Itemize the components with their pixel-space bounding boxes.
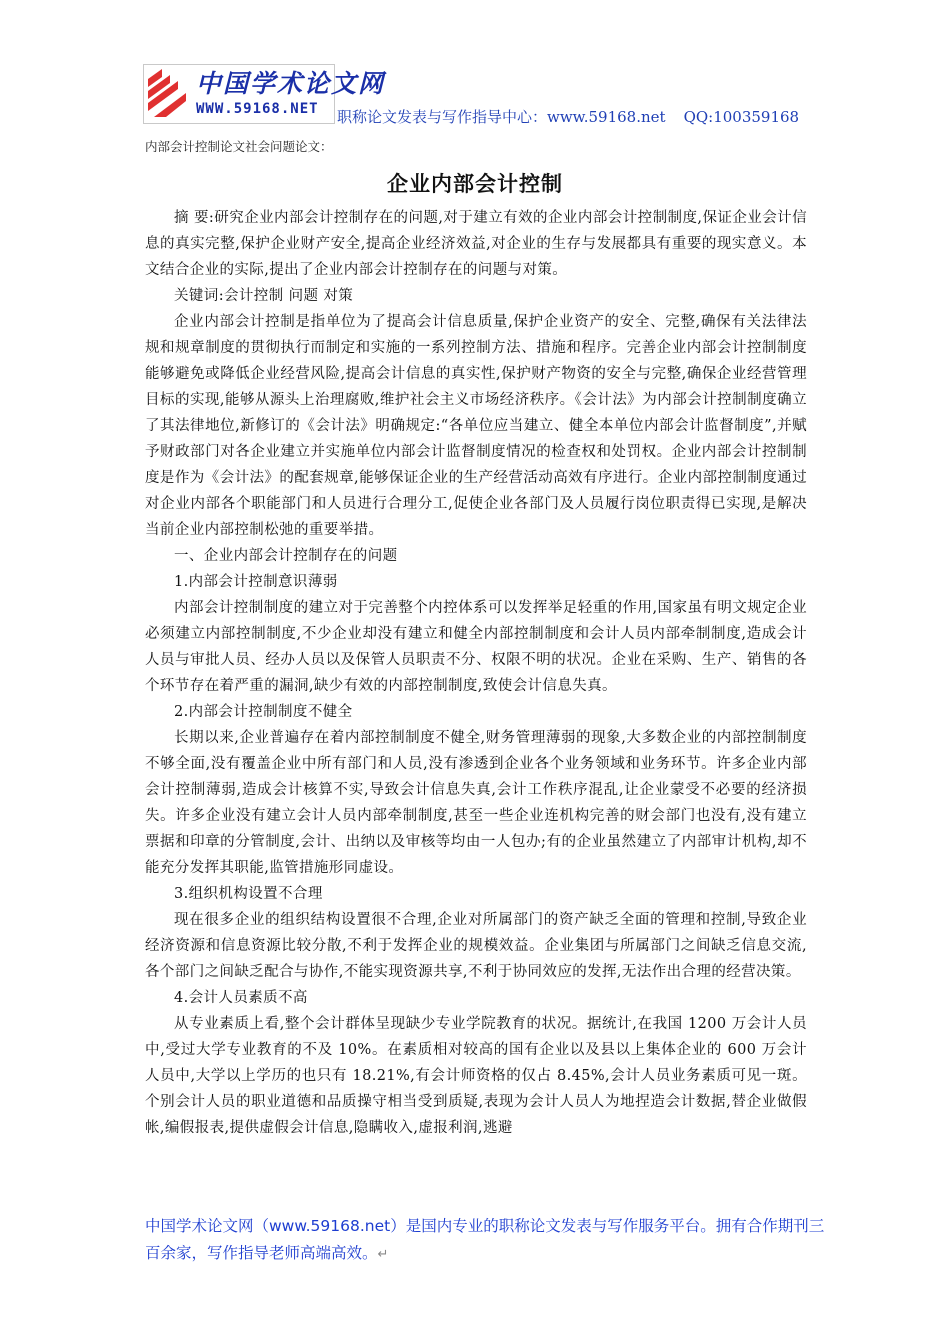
subsection-heading: 4.会计人员素质不高 [174,990,308,1006]
header-center-link[interactable]: 职称论文发表与写作指导中心：www.59168.net [337,108,666,126]
article-body [145,205,807,1141]
page-title: 企业内部会计控制 [387,172,563,196]
subsection-heading: 1.内部会计控制意识薄弱 [174,574,338,590]
logo-title: 中国学术论文网 [196,69,386,98]
section-heading: 一、企业内部会计控制存在的问题 [174,548,398,564]
header-tagline [337,106,799,127]
footer-text: 中国学术论文网（www.59168.net）是国内专业的职称论文发表与写作服务平台。拥有合作期刊三百余家，写作指导老师高端高效。 [145,1217,825,1262]
header-qq: QQ:100359168 [683,108,800,126]
subsection-heading: 3.组织机构设置不合理 [174,886,323,902]
return-mark-icon: ↵ [377,1247,389,1262]
page-header [143,64,803,124]
body-paragraph: 现在很多企业的组织结构设置很不合理,企业对所属部门的资产缺乏全面的管理和控制,导致企业经济资源和信息资源比较分散,不利于发挥企业的规模效益。企业集团与所属部门之间缺乏信息交流,各个部门之间缺乏配合与协作,不能实现资源共享,不利于协同效应的发挥,无法作出合理的经营决策。 [145,912,807,980]
site-logo[interactable] [143,64,386,124]
logo-url: WWW.59168.NET [196,101,319,117]
body-paragraph: 内部会计控制制度的建立对于完善整个内控体系可以发挥举足轻重的作用,国家虽有明文规定企业必须建立内部控制制度,不少企业却没有建立和健全内部控制制度和会计人员内部牵制制度,造成会计人员与审批人员、经办人员以及保管人员职责不分、权限不明的状况。企业在采购、生产、销售的各个环节存在着严重的漏洞,缺少有效的内部控制制度,致使会计信息失真。 [145,600,807,694]
page-footer [145,1213,825,1268]
subsection-heading: 2.内部会计控制制度不健全 [174,704,353,720]
body-paragraph: 从专业素质上看,整个会计群体呈现缺少专业学院教育的状况。据统计,在我国 1200 万会计人员中,受过大学专业教育的不及 10%。在素质相对较高的国有企业以及县以上集体企业的 600 万会计人员中,大学以上学历的也只有 18.21%,有会计师资格的仅占 8.45%,会计人员业务素质可见一斑。个别会计人员的职业道德和品质操守相当受到质疑,表现为会计人员人为地捏造会计数据,替企业做假帐,编假报表,提供虚假会计信息,隐瞒收入,虚报利润,逃避 [145,1016,807,1136]
breadcrumb: 内部会计控制论文社会问题论文： [145,139,333,154]
body-paragraph: 长期以来,企业普遍存在着内部控制制度不健全,财务管理薄弱的现象,大多数企业的内部控制制度不够全面,没有覆盖企业中所有部门和人员,没有渗透到企业各个业务领域和业务环节。许多企业内部会计控制薄弱,造成会计核算不实,导致会计信息失真,会计工作秩序混乱,让企业蒙受不必要的经济损失。许多企业没有建立会计人员内部牵制制度,甚至一些企业连机构完善的财会部门也没有,没有建立票据和印章的分管制度,会计、出纳以及审核等均由一人包办;有的企业虽然建立了内部审计机构,却不能充分发挥其职能,监管措施形同虚设。 [145,730,807,876]
keywords-line: 关键词:会计控制 问题 对策 [174,288,354,304]
body-paragraph: 企业内部会计控制是指单位为了提高会计信息质量,保护企业资产的安全、完整,确保有关法律法规和规章制度的贯彻执行而制定和实施的一系列控制方法、措施和程序。完善企业内部会计控制制度能够避免或降低企业经营风险,提高会计信息的真实性,保护财产物资的安全与完整,确保企业经营管理目标的实现,能够从源头上治理腐败,维护社会主义市场经济秩序。《会计法》为内部会计控制制度确立了其法律地位,新修订的《会计法》明确规定:“各单位应当建立、健全本单位内部会计监督制度”,并赋予财政部门对各企业建立并实施单位内部会计监督制度情况的检查权和处罚权。企业内部会计控制制度是作为《会计法》的配套规章,能够保证企业的生产经营活动高效有序进行。企业内部控制制度通过对企业内部各个职能部门和人员进行合理分工,促使企业各部门及人员履行岗位职责得已实现,是解决当前企业内部控制松弛的重要举措。 [145,314,807,538]
logo-stripes-icon [148,69,192,117]
abstract-paragraph: 摘 要:研究企业内部会计控制存在的问题,对于建立有效的企业内部会计控制制度,保证企业会计信息的真实完整,保护企业财产安全,提高企业经济效益,对企业的生存与发展都具有重要的现实意义。本文结合企业的实际,提出了企业内部会计控制存在的问题与对策。 [145,210,807,278]
